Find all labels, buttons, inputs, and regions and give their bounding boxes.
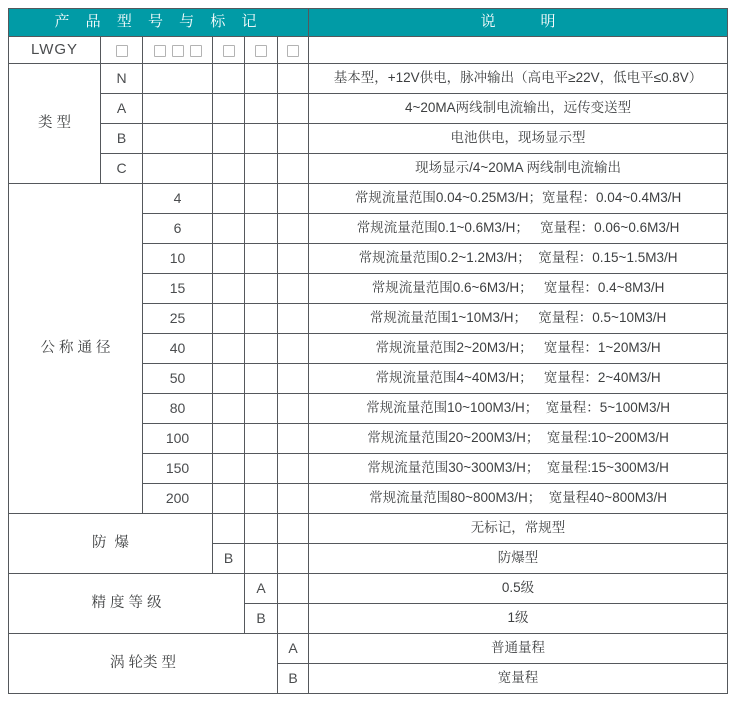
accuracy-description: 1级 [309, 604, 728, 634]
grid-cell [278, 184, 309, 214]
diameter-row [9, 184, 728, 214]
grid-cell [213, 244, 245, 274]
explosion-code [213, 514, 245, 544]
grid-cell [278, 334, 309, 364]
grid-cell [245, 484, 278, 514]
grid-cell [213, 124, 245, 154]
grid-cell [245, 394, 278, 424]
diameter-description: 常规流量范围0.6~6M3/H； 宽量程：0.4~8M3/H [309, 274, 728, 304]
diameter-size: 200 [143, 484, 213, 514]
type-row [9, 124, 728, 154]
model-code-slot-diameter [143, 37, 213, 64]
grid-cell [245, 154, 278, 184]
diameter-description: 常规流量范围0.1~0.6M3/H； 宽量程：0.06~0.6M3/H [309, 214, 728, 244]
model-code-slot-accuracy [245, 37, 278, 64]
diameter-size: 50 [143, 364, 213, 394]
diameter-description: 常规流量范围30~300M3/H； 宽量程:15~300M3/H [309, 454, 728, 484]
grid-cell [213, 154, 245, 184]
grid-cell [278, 574, 309, 604]
grid-cell [278, 424, 309, 454]
diameter-section-label: 公 称 通 径 [9, 184, 143, 514]
header-product-model: 产 品 型 号 与 标 记 [9, 9, 309, 37]
checkbox-icon [287, 45, 299, 57]
grid-cell [245, 184, 278, 214]
grid-cell [245, 334, 278, 364]
diameter-description: 常规流量范围4~40M3/H； 宽量程：2~40M3/H [309, 364, 728, 394]
grid-cell [278, 484, 309, 514]
diameter-size: 40 [143, 334, 213, 364]
grid-cell [245, 64, 278, 94]
turbine-code: A [278, 634, 309, 664]
turbine-section-label: 涡 轮类 型 [9, 634, 278, 694]
checkbox-icon [190, 45, 202, 57]
checkbox-icon [172, 45, 184, 57]
grid-cell [278, 604, 309, 634]
type-description: 基本型，+12V供电，脉冲输出（高电平≥22V，低电平≤0.8V） [309, 64, 728, 94]
diameter-description: 常规流量范围0.04~0.25M3/H；宽量程：0.04~0.4M3/H [309, 184, 728, 214]
type-code: B [101, 124, 143, 154]
grid-cell [213, 304, 245, 334]
turbine-row [9, 634, 728, 664]
accuracy-code: A [245, 574, 278, 604]
grid-cell [245, 124, 278, 154]
accuracy-row [9, 574, 728, 604]
grid-cell [278, 214, 309, 244]
grid-cell [213, 94, 245, 124]
diameter-size: 6 [143, 214, 213, 244]
grid-cell [245, 244, 278, 274]
diameter-description: 常规流量范围0.2~1.2M3/H； 宽量程：0.15~1.5M3/H [309, 244, 728, 274]
grid-cell [245, 364, 278, 394]
diameter-description: 常规流量范围10~100M3/H； 宽量程：5~100M3/H [309, 394, 728, 424]
explosion-section-label: 防 爆 [9, 514, 213, 574]
diameter-description: 常规流量范围20~200M3/H； 宽量程:10~200M3/H [309, 424, 728, 454]
diameter-size: 4 [143, 184, 213, 214]
grid-cell [213, 214, 245, 244]
explosion-row [9, 514, 728, 544]
turbine-description: 普通量程 [309, 634, 728, 664]
diameter-size: 25 [143, 304, 213, 334]
grid-cell [143, 154, 213, 184]
grid-cell [245, 214, 278, 244]
spec-sheet [8, 8, 728, 694]
grid-cell [245, 544, 278, 574]
diameter-size: 150 [143, 454, 213, 484]
checkbox-icon [255, 45, 267, 57]
type-row [9, 94, 728, 124]
grid-cell [143, 94, 213, 124]
grid-cell [245, 94, 278, 124]
type-code: N [101, 64, 143, 94]
grid-cell [213, 64, 245, 94]
grid-cell [245, 274, 278, 304]
type-row [9, 154, 728, 184]
grid-cell [213, 184, 245, 214]
grid-cell [278, 94, 309, 124]
grid-cell [278, 64, 309, 94]
grid-cell [143, 64, 213, 94]
diameter-size: 10 [143, 244, 213, 274]
diameter-size: 100 [143, 424, 213, 454]
grid-cell [278, 124, 309, 154]
grid-cell [245, 424, 278, 454]
explosion-code: B [213, 544, 245, 574]
type-description: 现场显示/4~20MA 两线制电流输出 [309, 154, 728, 184]
turbine-description: 宽量程 [309, 664, 728, 694]
grid-cell [309, 37, 728, 64]
grid-cell [245, 454, 278, 484]
checkbox-icon [154, 45, 166, 57]
model-name: LWGY [9, 37, 101, 64]
turbine-code: B [278, 664, 309, 694]
grid-cell [278, 514, 309, 544]
model-row [9, 37, 728, 64]
grid-cell [278, 274, 309, 304]
type-code: A [101, 94, 143, 124]
grid-cell [278, 244, 309, 274]
type-description: 电池供电，现场显示型 [309, 124, 728, 154]
type-code: C [101, 154, 143, 184]
grid-cell [278, 394, 309, 424]
grid-cell [245, 304, 278, 334]
model-code-slot-turbine [278, 37, 309, 64]
diameter-description: 常规流量范围80~800M3/H； 宽量程40~800M3/H [309, 484, 728, 514]
grid-cell [213, 484, 245, 514]
grid-cell [213, 364, 245, 394]
type-row [9, 64, 728, 94]
diameter-description: 常规流量范围2~20M3/H； 宽量程：1~20M3/H [309, 334, 728, 364]
grid-cell [213, 334, 245, 364]
checkbox-icon [223, 45, 235, 57]
type-description: 4~20MA两线制电流输出，远传变送型 [309, 94, 728, 124]
grid-cell [213, 454, 245, 484]
type-section-label: 类 型 [9, 64, 101, 184]
diameter-description: 常规流量范围1~10M3/H； 宽量程：0.5~10M3/H [309, 304, 728, 334]
accuracy-code: B [245, 604, 278, 634]
header-row [9, 9, 728, 37]
grid-cell [278, 544, 309, 574]
checkbox-icon [116, 45, 128, 57]
model-code-slot-type [101, 37, 143, 64]
grid-cell [278, 304, 309, 334]
diameter-size: 80 [143, 394, 213, 424]
accuracy-section-label: 精 度 等 级 [9, 574, 245, 634]
grid-cell [278, 364, 309, 394]
grid-cell [245, 514, 278, 544]
grid-cell [213, 424, 245, 454]
explosion-description: 无标记，常规型 [309, 514, 728, 544]
accuracy-description: 0.5级 [309, 574, 728, 604]
header-description: 说 明 [309, 9, 728, 37]
model-code-slot-explosion [213, 37, 245, 64]
grid-cell [213, 274, 245, 304]
grid-cell [278, 454, 309, 484]
grid-cell [213, 394, 245, 424]
diameter-size: 15 [143, 274, 213, 304]
grid-cell [278, 154, 309, 184]
explosion-description: 防爆型 [309, 544, 728, 574]
grid-cell [143, 124, 213, 154]
model-selection-table [8, 8, 728, 694]
